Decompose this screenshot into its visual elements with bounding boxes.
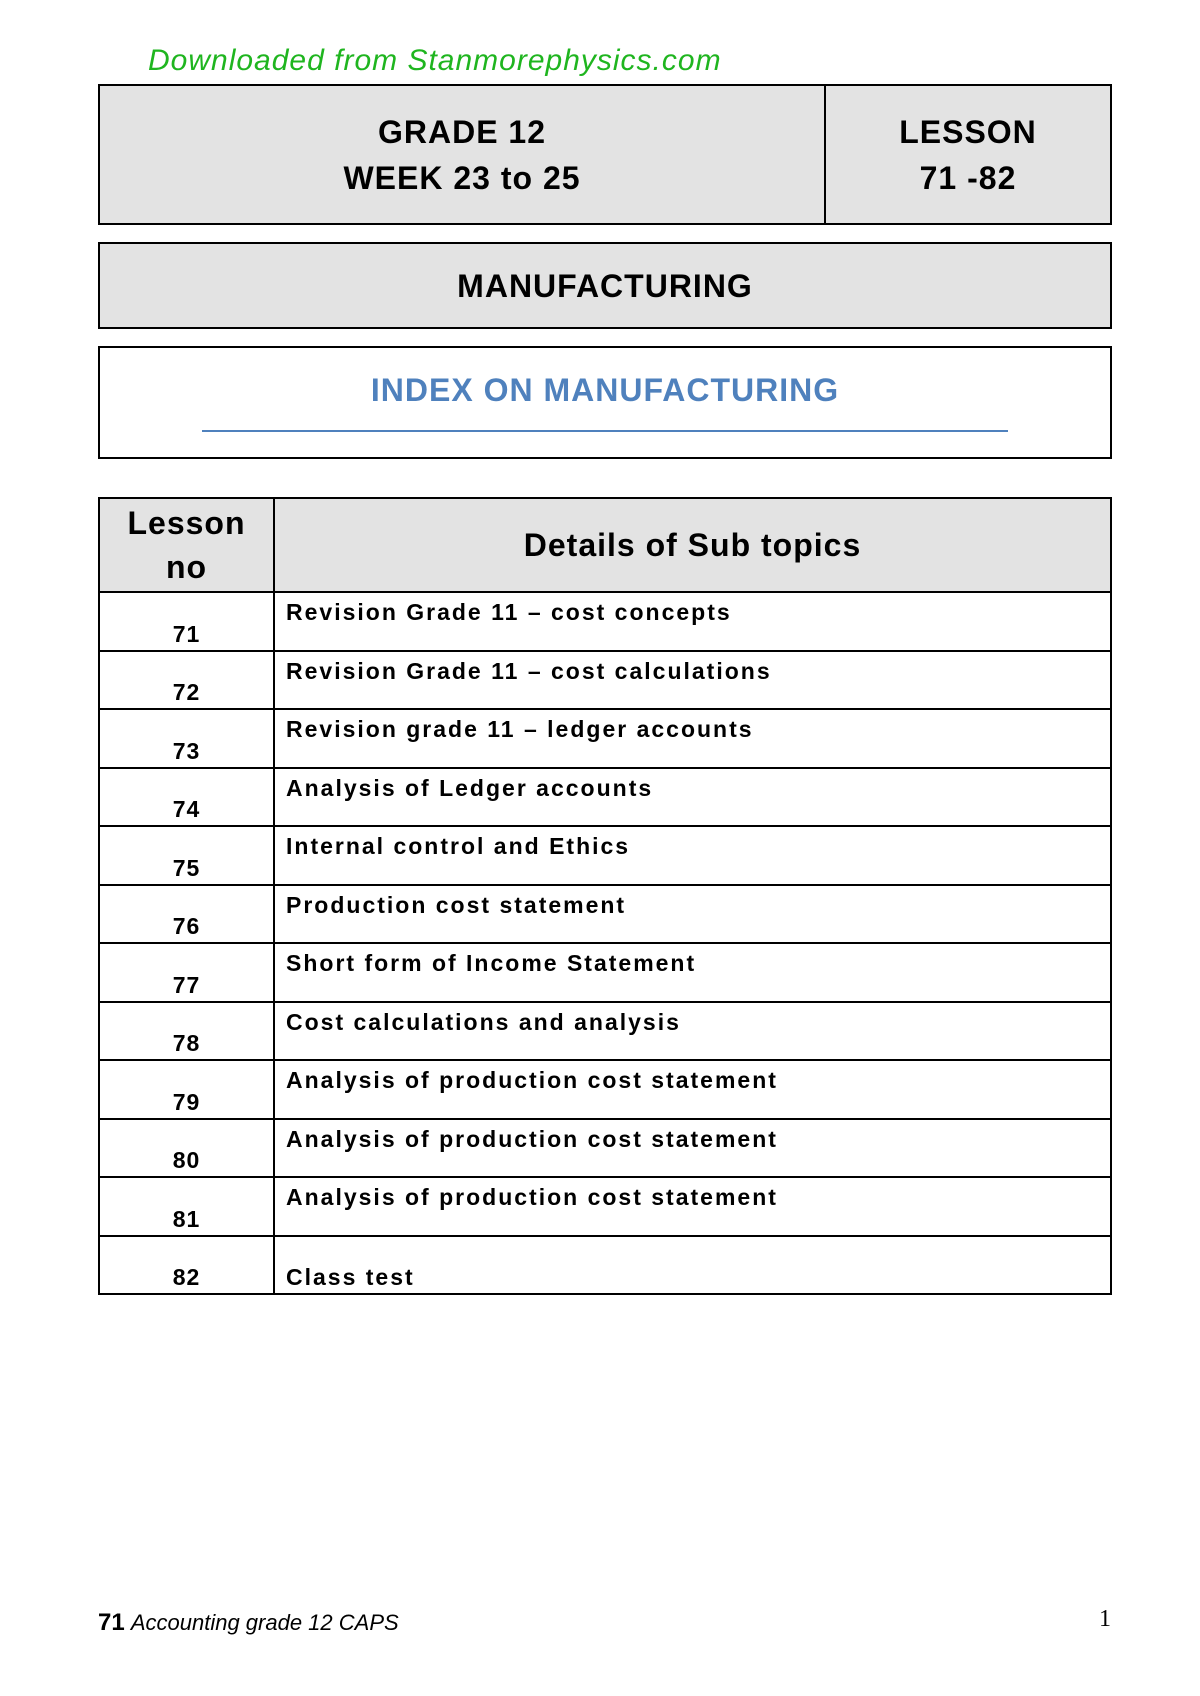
lesson-topic: Internal control and Ethics (274, 826, 1111, 885)
grade-label: GRADE 12 (377, 113, 547, 150)
table-row (99, 1177, 1111, 1236)
lesson-number: 75 (99, 826, 274, 885)
lesson-label: LESSON (899, 113, 1037, 150)
table-row (99, 1060, 1111, 1119)
lesson-number: 76 (99, 885, 274, 944)
lesson-no-header-line1: Lesson (127, 505, 246, 541)
topic-title: MANUFACTURING (457, 267, 753, 304)
index-table (98, 497, 1112, 1295)
table-row (99, 826, 1111, 885)
lesson-topic: Analysis of Ledger accounts (274, 768, 1111, 827)
lesson-no-header (99, 498, 274, 592)
lesson-topic: Cost calculations and analysis (274, 1002, 1111, 1061)
lesson-number: 77 (99, 943, 274, 1002)
details-header: Details of Sub topics (274, 498, 1111, 592)
lesson-topic: Analysis of production cost statement (274, 1060, 1111, 1119)
page-footer (98, 1609, 399, 1637)
lesson-no-header-line2: no (165, 549, 208, 585)
lesson-topic: Short form of Income Statement (274, 943, 1111, 1002)
header-box (98, 84, 1112, 225)
lesson-number: 79 (99, 1060, 274, 1119)
lesson-number: 71 (99, 592, 274, 651)
lesson-number: 80 (99, 1119, 274, 1178)
footer-course: Accounting grade 12 CAPS (130, 1610, 399, 1635)
lesson-number: 81 (99, 1177, 274, 1236)
lesson-topic: Analysis of production cost statement (274, 1119, 1111, 1178)
lesson-topic: Class test (274, 1236, 1111, 1295)
lesson-number: 73 (99, 709, 274, 768)
lesson-number: 82 (99, 1236, 274, 1295)
page-number: 1 (1099, 1606, 1111, 1632)
table-row (99, 592, 1111, 651)
table-row (99, 651, 1111, 710)
table-row (99, 1236, 1111, 1295)
table-row (99, 1002, 1111, 1061)
table-row (99, 885, 1111, 944)
lesson-range: 71 -82 (919, 159, 1017, 196)
lesson-number: 78 (99, 1002, 274, 1061)
table-row (99, 709, 1111, 768)
table-row (99, 943, 1111, 1002)
lesson-topic: Production cost statement (274, 885, 1111, 944)
index-box (98, 346, 1112, 459)
lesson-topic: Analysis of production cost statement (274, 1177, 1111, 1236)
lesson-topic: Revision Grade 11 – cost concepts (274, 592, 1111, 651)
lesson-topic: Revision grade 11 – ledger accounts (274, 709, 1111, 768)
index-underline (202, 430, 1008, 432)
lesson-number: 72 (99, 651, 274, 710)
index-title: INDEX ON MANUFACTURING (370, 372, 840, 408)
table-row (99, 768, 1111, 827)
lesson-number: 74 (99, 768, 274, 827)
watermark-text: Downloaded from Stanmorephysics.com (148, 44, 722, 77)
table-header-row (99, 498, 1111, 592)
topic-box (98, 242, 1112, 329)
week-label: WEEK 23 to 25 (343, 159, 581, 196)
lesson-cell (826, 86, 1110, 223)
lesson-topic: Revision Grade 11 – cost calculations (274, 651, 1111, 710)
table-row (99, 1119, 1111, 1178)
footer-page-ref: 71 (98, 1609, 125, 1636)
grade-week-cell (100, 86, 826, 223)
